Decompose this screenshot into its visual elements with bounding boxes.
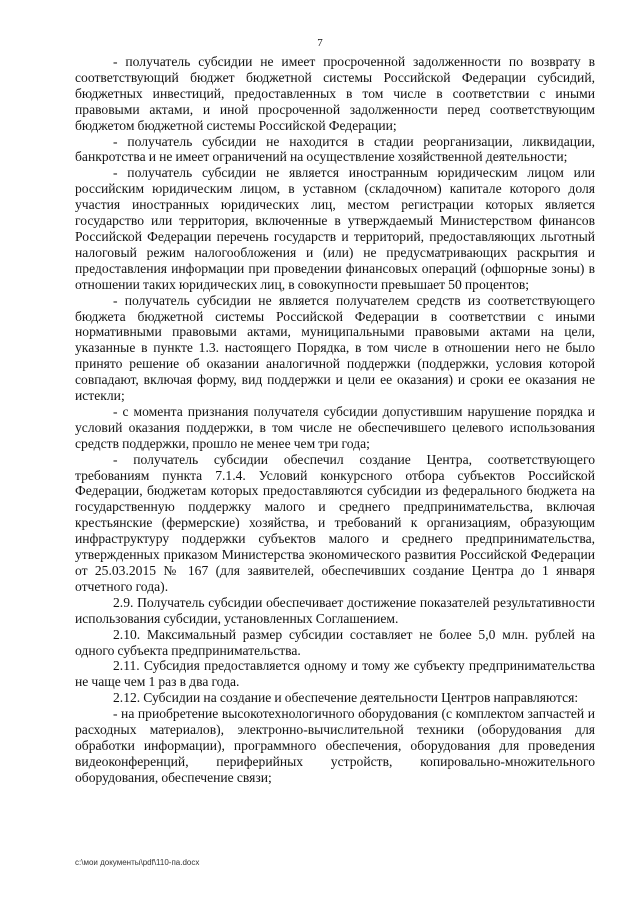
- paragraph-violation-term: - с момента признания получателя субсидии допустившим нарушение порядка и условий оказания поддержки, в том числе не обеспечившего целевого использования средств поддержки, прошло не менее чем три года;: [75, 403, 595, 451]
- document-body: [75, 54, 595, 786]
- paragraph-2-10: 2.10. Максимальный размер субсидии составляет не более 5,0 млн. рублей на одного субъекта предпринимательства.: [75, 626, 595, 658]
- paragraph-not-foreign-entity: - получатель субсидии не является иностранным юридическим лицом или российским юридическим лицом, в уставном (складочном) капитале которого доля участия иностранных юридических лиц, местом регистрации которых является государство или территория, включенные в утверждаемый Министерством финансов Российской Федерации перечень государств и территорий, предоставляющих льготный налоговый режим налогообложения и (или) не предусматривающих раскрытия и предоставления информации при проведении финансовых операций (офшорные зоны) в отношении таких юридических лиц, в совокупности превышает 50 процентов;: [75, 165, 595, 292]
- paragraph-no-overdue-debt: - получатель субсидии не имеет просроченной задолженности по возврату в соответствующий бюджет бюджетной системы Российской Федерации субсидий, бюджетных инвестиций, предоставленных в том числе в соответствии с иными правовыми актами, и иной просроченной задолженности перед соответствующим бюджетом бюджетной системы Российской Федерации;: [75, 54, 595, 133]
- paragraph-2-9: 2.9. Получатель субсидии обеспечивает достижение показателей результативности использования субсидии, установленных Соглашением.: [75, 594, 595, 626]
- paragraph-center-created: - получатель субсидии обеспечил создание Центра, соответствующего требованиям пункта 7.1.4. Условий конкурсного отбора субъектов Российской Федерации, бюджетам которых предоставляются субсидии из федерального бюджета на государственную поддержку малого и среднего предпринимательства, включая крестьянские (фермерские) хозяйства, и требований к организациям, образующим инфраструктуру поддержки субъектов малого и среднего предпринимательства, утвержденных приказом Министерства экономического развития Российской Федерации от 25.03.2015 № 167 (для заявителей, обеспечивших создание Центра до 1 января отчетного года).: [75, 451, 595, 594]
- footer-file-path: c:\мои документы\pdf\110-па.docx: [75, 858, 200, 867]
- page-number: 7: [317, 37, 323, 49]
- paragraph-no-reorganization: - получатель субсидии не находится в стадии реорганизации, ликвидации, банкротства и не имеет ограничений на осуществление хозяйственной деятельности;: [75, 133, 595, 165]
- paragraph-equipment: - на приобретение высокотехнологичного оборудования (с комплектом запчастей и расходных материалов), электронно-вычислительной техники (оборудования для обработки информации), программного обеспечения, оборудования для проведения видеоконференций, периферийных устройств, копировально-множительного оборудования, обеспечение связи;: [75, 706, 595, 785]
- paragraph-2-11: 2.11. Субсидия предоставляется одному и тому же субъекту предпринимательства не чаще чем 1 раз в два года.: [75, 658, 595, 690]
- paragraph-not-other-recipient: - получатель субсидии не является получателем средств из соответствующего бюджета бюджетной системы Российской Федерации в соответствии с иными нормативными правовыми актами, муниципальными правовыми актами на цели, указанные в пункте 1.3. настоящего Порядка, в том числе в отношении него не было принято решение об оказании аналогичной поддержки (поддержки, условия которой совпадают, включая форму, вид поддержки и цели ее оказания) и сроки ее оказания не истекли;: [75, 292, 595, 404]
- paragraph-2-12: 2.12. Субсидии на создание и обеспечение деятельности Центров направляются:: [113, 690, 579, 706]
